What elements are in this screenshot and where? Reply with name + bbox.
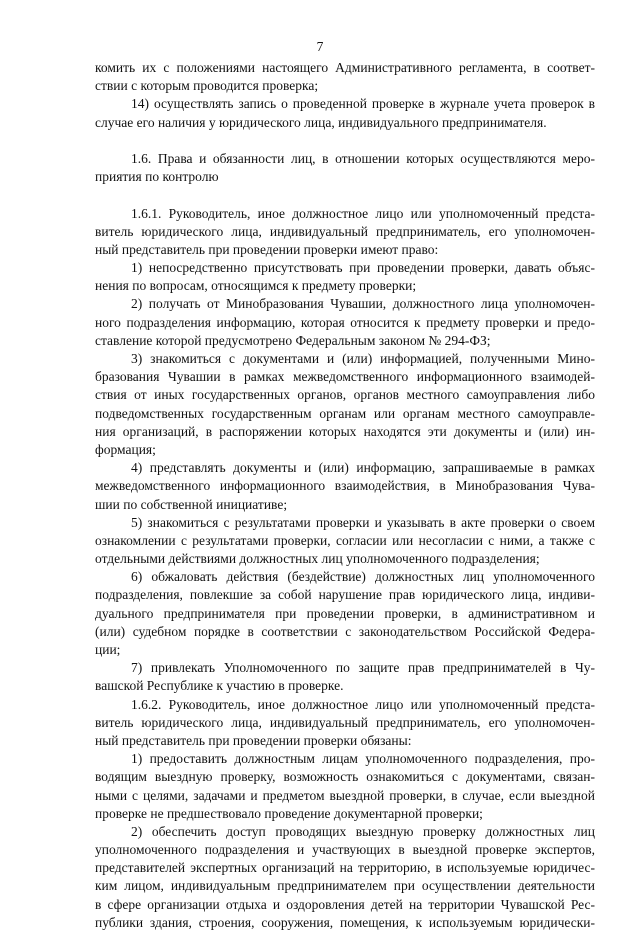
text-line: 6) обжаловать действия (бездействие) должностных лиц уполномоченного <box>131 569 595 585</box>
text-line: комить их с положениями настоящего Административного регламента, в соответ- <box>95 60 595 75</box>
text-line: (или) судебном порядке в соответствии с законодательством Российской Федера- <box>95 623 595 639</box>
text-line: дуального предпринимателя при проведении проверки, в административном и <box>95 605 595 621</box>
text-line: ствии с которым проводится проверка; <box>95 78 319 94</box>
text-line: ными с целями, задачами и предметом выездной проверки, в случае, если выездной <box>95 787 595 803</box>
text-line: 2) получать от Минобразования Чувашии, должностного лица уполномочен- <box>131 296 595 312</box>
text-line: ким лицом, индивидуальным предпринимателем при осуществлении деятельности <box>95 878 595 894</box>
text-line: вашской Республике к участию в проверке. <box>95 678 344 694</box>
text-line: ного подразделения информацию, которая относится к предмету проверки и предо- <box>95 314 595 330</box>
text-line: 1) предоставить должностным лицам уполномоченного подразделения, про- <box>131 751 595 767</box>
paragraph-gap <box>95 186 595 204</box>
text-line: 5) знакомиться с результатами проверки и указывать в акте проверки о своем <box>131 514 595 530</box>
text-line: уполномоченного подразделения и участвующих в выездной проверке экспертов, <box>95 842 595 858</box>
text-line: подразделения, повлекшие за собой нарушение прав юридического лица, индиви- <box>95 587 595 603</box>
text-line: 1.6. Права и обязанности лиц, в отношении которых осуществляются меро- <box>131 150 595 166</box>
text-line: случае его наличия у юридического лица, индивидуального предпринимателя. <box>95 114 547 130</box>
text-line: представителей экспертных организаций на территорию, в используемые юридичес- <box>95 860 595 876</box>
text-line: ный представитель при проведении проверки обязаны: <box>95 732 412 748</box>
text-line: 2) обеспечить доступ проводящих выездную проверку должностных лиц <box>131 823 595 839</box>
text-line: ставление которой предусмотрено Федеральным законом № 294-ФЗ; <box>95 332 491 348</box>
text-line: ознакомлении с результатами проверки, согласии или несогласии с ними, а также с <box>95 532 595 548</box>
text-line: подведомственных государственным органам или органам местного самоуправле- <box>95 405 595 421</box>
text-line: формация; <box>95 441 156 457</box>
text-line: 14) осуществлять запись о проведенной проверке в журнале учета проверок в <box>131 96 595 112</box>
text-line: ный представитель при проведении проверки имеют право: <box>95 241 439 257</box>
text-line: 1.6.1. Руководитель, иное должностное лицо или уполномоченный предста- <box>131 205 595 221</box>
text-line: межведомственного информационного взаимодействия, в Минобразования Чува- <box>95 478 595 494</box>
text-line: публики здания, строения, сооружения, помещения, к используемым юридически- <box>95 914 595 930</box>
text-line: витель юридического лица, индивидуальный предприниматель, его уполномочен- <box>95 714 595 730</box>
text-line: водящим выездную проверку, возможность ознакомиться с документами, связан- <box>95 769 595 785</box>
text-line: 4) представлять документы и (или) информацию, запрашиваемые в рамках <box>131 460 595 476</box>
text-line: ствия от иных государственных органов, органов местного самоуправления либо <box>95 387 595 403</box>
text-line: нения по вопросам, относящимся к предмету проверки; <box>95 278 417 294</box>
text-line: 1) непосредственно присутствовать при проведении проверки, давать объяс- <box>131 260 595 276</box>
text-line: витель юридического лица, индивидуальный предприниматель, его уполномочен- <box>95 223 595 239</box>
document-body <box>95 59 595 932</box>
text-line: бразования Чувашии в рамках межведомственного информационного взаимодей- <box>95 369 595 385</box>
text-line: 7) привлекать Уполномоченного по защите прав предпринимателей в Чу- <box>131 660 595 676</box>
text-line: 3) знакомиться с документами и (или) информацией, полученными Мино- <box>131 351 595 366</box>
text-line: шии по собственной инициативе; <box>95 496 288 512</box>
text-line: ния организаций, в распоряжении которых находятся эти документы и (или) ин- <box>95 423 595 439</box>
text-line: проверке не предшествовало проведение документарной проверки; <box>95 805 483 821</box>
text-line: отдельными действиями должностных лиц уполномоченного подразделения; <box>95 551 540 567</box>
text-line: приятия по контролю <box>95 169 219 185</box>
page-number: 7 <box>316 39 324 54</box>
paragraph-gap <box>95 132 595 150</box>
text-line: 1.6.2. Руководитель, иное должностное лицо или уполномоченный предста- <box>131 696 595 712</box>
text-line: в сфере организации отдыха и оздоровления детей на территории Чувашской Рес- <box>95 896 595 912</box>
text-line: ции; <box>95 642 121 657</box>
